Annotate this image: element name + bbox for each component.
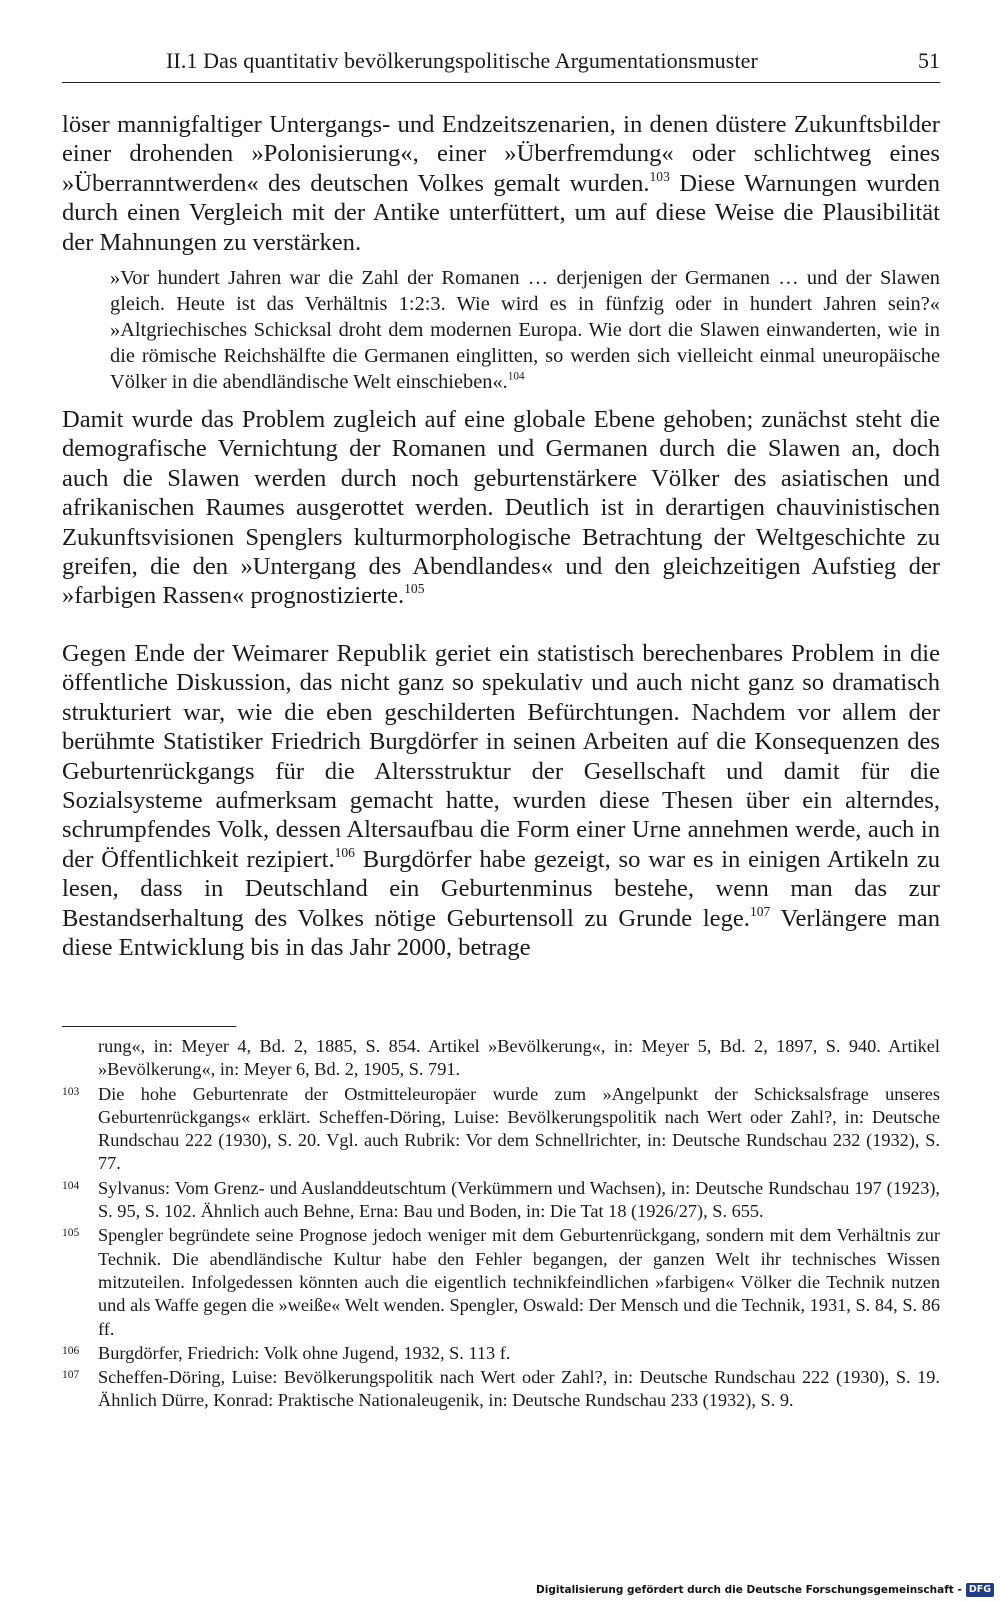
footnote-text: Sylvanus: Vom Grenz- und Auslanddeutschtum (Verkümmern und Wachsen), in: Deutsche Rundschau 197 (1923), S. 95, S. 102. Ähnlich auch Behne, Erna: Bau und Boden, in: Die Tat 18 (1926/27), S. 655. bbox=[98, 1177, 940, 1222]
footnote bbox=[62, 1177, 940, 1224]
quote-text: »Vor hundert Jahren war die Zahl der Romanen … derjenigen der Germanen … und der Slawen gleich. Heute ist das Verhältnis 1:2:3. Wie wird es in fünfzig oder in hundert Jahren sein?« »Altgriechisches Schicksal droht dem modernen Europa. Wie dort die Slawen einwanderten, wie in die römische Reichshälfte die Germanen einglitten, so werden sich vielleicht einmal uneuropäische Völker in die abendländische Welt einschieben«. bbox=[110, 267, 940, 394]
footnote-ref: 105 bbox=[404, 581, 425, 597]
footnote-text: Spengler begründete seine Prognose jedoch weniger mit dem Geburtenrückgang, sondern mit dem Verhältnis zur Technik. Die abendländische Kultur habe den Fehler begangen, der ganzen Welt ihr technisches Wissen mitzuteilen. Infolgedessen könnten auch die eigentlich technikfeindlichen »farbigen« Völker die Technik nutzen und als Waffe gegen die »weiße« Welt wenden. Spengler, Oswald: Der Mensch und die Technik, 1931, S. 84, S. 86 ff. bbox=[98, 1225, 940, 1339]
footnote bbox=[62, 1083, 940, 1176]
footnote-text: Die hohe Geburtenrate der Ostmitteleuropäer wurde zum »Angelpunkt der Schicksalsfrage unseres Geburtenrückgangs« erklärt. Scheffen-Döring, Luise: Bevölkerungspolitik nach Wert oder Zahl?, in: Deutsche Rundschau 222 (1930), S. 20. Vgl. auch Rubrik: Vor dem Schnellrichter, in: Deutsche Rundschau 232 (1932), S. 77. bbox=[98, 1083, 940, 1174]
paragraph-text: löser mannigfaltiger Untergangs- und Endzeitszenarien, in denen düstere Zukunftsbilder einer drohenden »Polonisierung«, einer »Überfremdung« oder schlichtweg eines »Überranntwerden« des deutschen Volkes gemalt wurden. bbox=[62, 111, 940, 197]
block-quote bbox=[110, 265, 940, 395]
footnote-number: 104 bbox=[62, 1179, 80, 1192]
footnote-ref: 104 bbox=[507, 370, 525, 383]
footnotes bbox=[62, 1035, 940, 1414]
main-text bbox=[62, 110, 940, 962]
paragraph-text: Damit wurde das Problem zugleich auf eine globale Ebene gehoben; zunächst steht die demografische Vernichtung der Romanen und Germanen durch die Slawen an, doch auch die Slawen werden durch noch geburtenstärkere Völker des asiatischen und afrikanischen Raumes ausgerottet werden. Deutlich ist in derartigen chauvinistischen Zukunftsvisionen Spenglers kulturmorphologische Betrachtung der Weltgeschichte zu greifen, die den »Untergang des Abendlandes« und den gleichzeitigen Aufstieg der »farbigen Rassen« prognostizierte. bbox=[62, 406, 940, 610]
footnote bbox=[62, 1342, 940, 1365]
digitization-credit-text: Digitalisierung gefördert durch die Deutsche Forschungsgemeinschaft - bbox=[536, 1584, 962, 1596]
footnote-number: 105 bbox=[62, 1227, 80, 1240]
footnote-ref: 107 bbox=[749, 903, 771, 919]
dfg-logo-icon: DFG bbox=[966, 1583, 994, 1597]
running-header bbox=[62, 48, 940, 83]
footnote-number: 106 bbox=[62, 1344, 80, 1357]
digitization-credit bbox=[536, 1582, 994, 1598]
footnote-number: 107 bbox=[62, 1369, 80, 1382]
paragraph bbox=[62, 110, 940, 257]
footnote-ref: 106 bbox=[334, 844, 355, 860]
paragraph-text: Verlängere man diese Entwicklung bis in das Jahr 2000, betrage bbox=[62, 904, 940, 961]
footnote-number: 103 bbox=[62, 1085, 80, 1098]
footnote bbox=[62, 1224, 940, 1340]
paragraph bbox=[62, 639, 940, 962]
footnote bbox=[62, 1366, 940, 1413]
paragraph-text: Gegen Ende der Weimarer Republik geriet ein statistisch berechenbares Problem in die öffentliche Diskussion, das nicht ganz so spekulativ und auch nicht ganz so dramatisch strukturiert war, wie die eben geschilderten Befürchtungen. Nachdem vor allem der berühmte Statistiker Friedrich Burgdörfer in seinen Arbeiten auf die Konsequenzen des Geburtenrückgangs für die Altersstruktur der Gesellschaft und damit für die Sozialsysteme aufmerksam gemacht hatte, wurden diese Thesen über ein alterndes, schrumpfendes Volk, dessen Altersaufbau die Form einer Urne annehmen werde, auch in der Öffentlichkeit rezipiert. bbox=[62, 639, 940, 873]
footnote-text: Burgdörfer, Friedrich: Volk ohne Jugend, 1932, S. 113 f. bbox=[98, 1342, 511, 1363]
paragraph-text: Diese Warnungen wurden durch einen Vergleich mit der Antike unterfüttert, um auf diese Weise die Plausibilität der Mahnungen zu verstärken. bbox=[62, 169, 940, 256]
footnote-continuation: rung«, in: Meyer 4, Bd. 2, 1885, S. 854. Artikel »Bevölkerung«, in: Meyer 5, Bd. 2, 1897, S. 940. Artikel »Bevölkerung«, in: Meyer 6, Bd. 2, 1905, S. 791. bbox=[98, 1036, 940, 1080]
footnote-divider bbox=[62, 1026, 236, 1027]
paragraph bbox=[62, 405, 940, 611]
running-title: II.1 Das quantitativ bevölkerungspolitische Argumentationsmuster bbox=[166, 48, 758, 73]
page-number: 51 bbox=[918, 48, 940, 73]
footnote-ref: 103 bbox=[649, 168, 670, 184]
footnote-text: Scheffen-Döring, Luise: Bevölkerungspolitik nach Wert oder Zahl?, in: Deutsche Rundschau 222 (1930), S. 19. Ähnlich Dürre, Konrad: Praktische Nationaleugenik, in: Deutsche Rundschau 233 (1932), S. 9. bbox=[98, 1367, 940, 1411]
paragraph-text: Burgdörfer habe gezeigt, so war es in einigen Artikeln zu lesen, dass in Deutschland ein Geburtenminus bestehe, wenn man das zur Bestandserhaltung des Volkes nötige Geburtensoll zu Grunde lege. bbox=[62, 845, 940, 932]
